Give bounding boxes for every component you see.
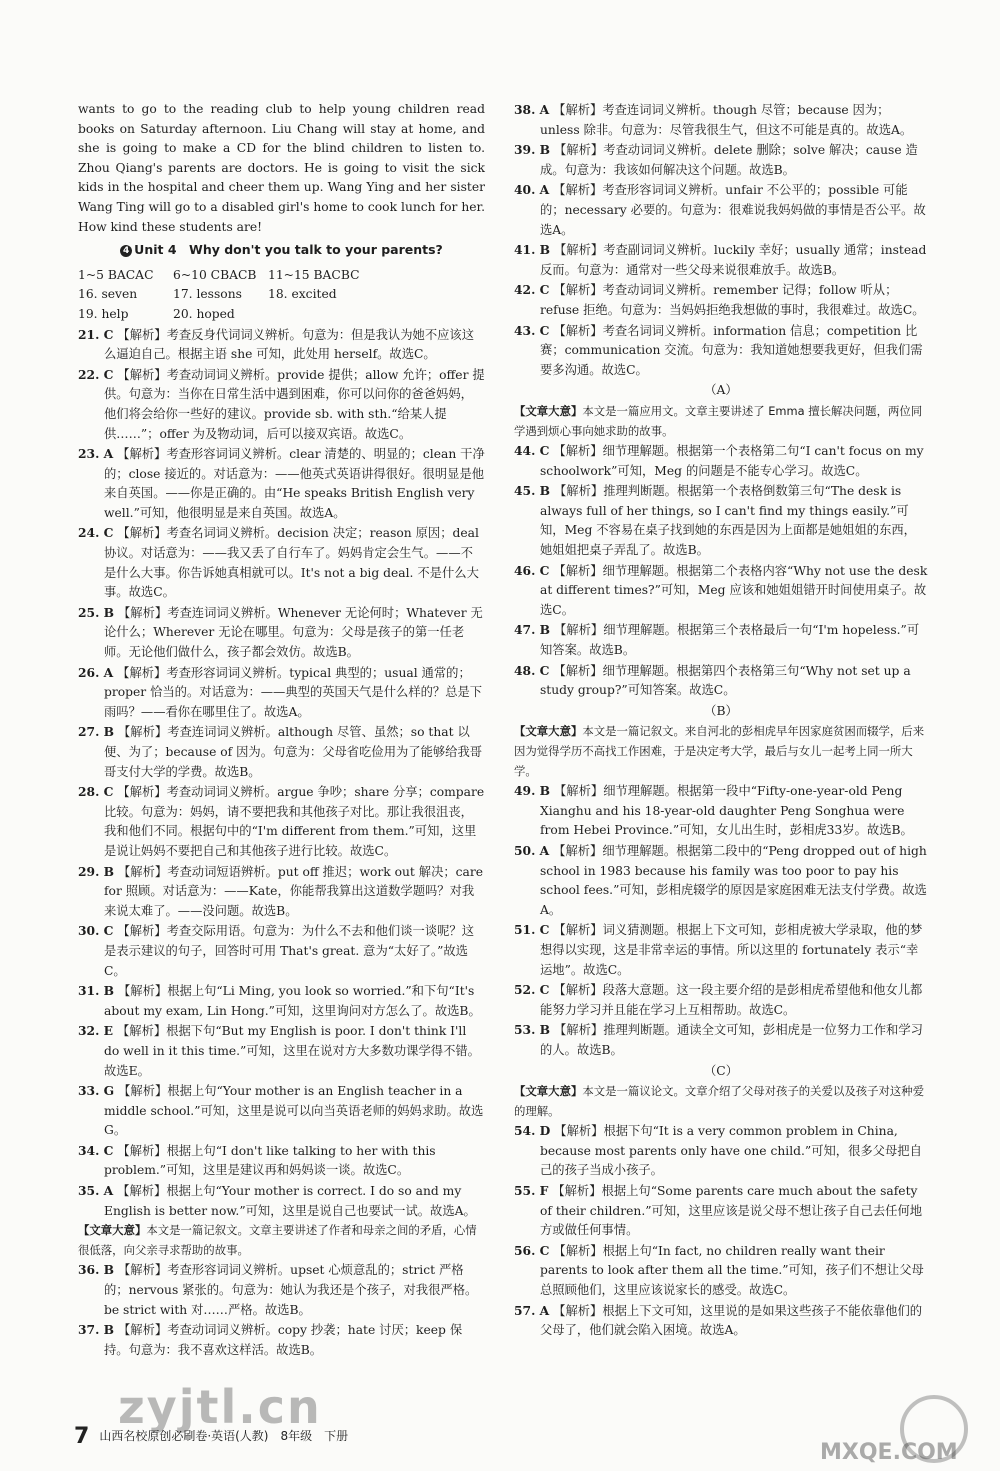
answer-explanation — [514, 781, 928, 841]
unit-badge: 4 — [120, 245, 132, 257]
summary-label: 【文章大意】 — [78, 1223, 147, 1238]
answer-explanation — [78, 1081, 485, 1141]
explanation-text: 【解析】考查形容词词义辨析。clear 清楚的、明显的；clean 干净的；close 接近的。对话意为：——他英式英语讲得很好。很明显是他来自英国。——你是正确的。由“He speaks British English very well.”可知，他很明显是来自英国。故选A。 — [104, 447, 485, 520]
answer-explanation — [514, 100, 928, 140]
explanation-text: 【解析】根据上句“Li Ming, you look so worried.”和下句“It's about my exam, Lin Hong.”可知，这里询问对方怎么了。故选B。 — [104, 984, 481, 1018]
question-number: 42. C — [514, 282, 550, 298]
question-number: 57. A — [514, 1302, 550, 1318]
explanation-text: 【解析】根据上句“In fact, no children really want their parents to look after them all the time.”可知，孩子们不想让父母总照顾他们，这里应该说家长的感受。故选C。 — [540, 1243, 924, 1298]
question-number: 31. B — [78, 983, 115, 999]
answer-explanation — [78, 663, 485, 723]
summary-text: 本文是一篇议论文。文章介绍了父母对孩子的关爱以及孩子对这种爱的理解。 — [514, 1084, 925, 1118]
explanation-text: 【解析】根据上句“Some parents care much about the safety of their children.”可知，这里应该是说父母不想让孩子自己去任何地方或做任何事情。 — [540, 1184, 923, 1238]
answer-explanation — [78, 1021, 485, 1081]
explanation-text: 【解析】考查动词词义辨析。provide 提供；allow 允许；offer 提供。句意为：当你在日常生活中遇到困难，你可以问你的爸爸妈妈，他们将会给你一些好的建议。provide sb. with sth.“给某人提供……”；offer 为及物动词，后可以接双宾语。故选C。 — [104, 367, 485, 441]
answer-key: 6~10 CBACB — [173, 267, 257, 282]
explanation-text: 【解析】推理判断题。根据第一个表格倒数第三句“The desk is always full of her things, so I can't find my things easily.”可知，Meg 不容易在桌子找到她的东西是因为上面都是她姐姐的东西，她姐姐把桌子弄乱了。故选B。 — [540, 484, 916, 558]
question-number: 21. C — [78, 326, 114, 342]
question-number: 26. A — [78, 664, 114, 680]
answer-explanation — [514, 441, 928, 481]
question-number: 33. G — [78, 1083, 115, 1099]
left-column — [78, 100, 485, 1360]
explanation-text: 【解析】考查形容词词义辨析。upset 心烦意乱的；strict 严格的；nervous 紧张的。句意为：她认为我还是个孩子，对我很严格。be strict with 对……严格。故选B。 — [104, 1263, 478, 1317]
question-number: 53. B — [514, 1022, 551, 1038]
answer-explanation — [78, 921, 485, 981]
question-number: 40. A — [514, 182, 550, 198]
page-footer — [74, 1424, 348, 1449]
left-explanations-2 — [78, 1260, 485, 1360]
answer-explanation — [514, 1181, 928, 1241]
answer-key: 20. hoped — [173, 306, 235, 321]
summary-label: 【文章大意】 — [514, 1084, 583, 1099]
explanation-text: 【解析】考查名词词义辨析。decision 决定；reason 原因；deal 协议。对话意为：——我又丢了自行车了。妈妈肯定会生气。——不是什么大事。你告诉她真相就可以。It's not a big deal. 不是什么大事。故选C。 — [104, 526, 479, 600]
explanation-text: 【解析】根据下句“It is a very common problem in China, because most parents only have one child.”可知，很多父母把自己的孩子当成小孩子。 — [540, 1124, 922, 1178]
question-number: 32. E — [78, 1023, 114, 1039]
answer-explanation — [514, 1020, 928, 1060]
answer-explanation — [78, 862, 485, 922]
explanation-text: 【解析】根据上下文可知，这里说的是如果这些孩子不能依靠他们的父母了，他们就会陷入困境。故选A。 — [540, 1303, 923, 1338]
explanation-text: 【解析】考查动词短语辨析。put off 推迟；work out 解决；care for 照顾。对话意为：——Kate，你能帮我算出这道数学题吗？对我来说太难了。——没问题。故选B。 — [104, 864, 484, 918]
explanation-text: 【解析】细节理解题。根据第四个表格第三句“Why not set up a study group?”可知答案。故选C。 — [540, 663, 911, 698]
question-number: 54. D — [514, 1123, 551, 1139]
right-column — [514, 100, 928, 1341]
answer-explanation — [78, 1260, 485, 1320]
answer-key-grid — [78, 266, 485, 325]
answer-explanation — [514, 1241, 928, 1301]
explanation-text: 【解析】考查动词词义辨析。remember 记得；follow 听从；refuse 拒绝。句意为：当妈妈拒绝我想做的事时，我很难过。故选C。 — [540, 283, 925, 317]
question-number: 49. B — [514, 783, 551, 799]
explanation-text: 【解析】段落大意题。这一段主要介绍的是彭相虎希望他和他女儿都能努力学习并且能在学习上互相帮助。故选C。 — [540, 983, 923, 1017]
question-number: 41. B — [514, 242, 551, 258]
answer-key: 1~5 BACAC — [78, 267, 154, 282]
question-number: 36. B — [78, 1262, 115, 1278]
summary-label: 【文章大意】 — [514, 403, 583, 418]
answer-explanation — [78, 981, 485, 1021]
summary-text: 本文是一篇应用文。文章主要讲述了 Emma 擅长解决问题，两位同学遇到烦心事向她求助的故事。 — [514, 403, 923, 438]
explanation-text: 【解析】考查副词词义辨析。luckily 幸好；usually 通常；instead 反而。句意为：通常对一些父母来说很难放手。故选B。 — [540, 243, 927, 277]
watermark-left: zyjtl.cn — [118, 1380, 322, 1434]
question-number: 35. A — [78, 1183, 114, 1199]
explanation-text: 【解析】细节理解题。根据第二个表格内容“Why not use the desk at different times?”可知，Meg 应该和她姐姐错开时间使用桌子。故选C。 — [540, 563, 928, 617]
question-number: 22. C — [78, 366, 114, 382]
question-number: 56. C — [514, 1242, 550, 1258]
answer-explanation — [78, 782, 485, 861]
answer-explanation — [78, 523, 485, 602]
answer-key: 18. excited — [268, 287, 337, 302]
section-c-label: （C） — [703, 1063, 738, 1078]
question-number: 39. B — [514, 142, 551, 158]
answer-explanation — [514, 980, 928, 1020]
question-number: 27. B — [78, 724, 115, 740]
answer-key: 16. seven — [78, 287, 138, 302]
explanation-text: 【解析】考查动词词义辨析。argue 争吵；share 分享；compare 比较。句意为：妈妈，请不要把我和其他孩子对比。那让我很沮丧，我和他们不同。根据句中的“I'm different from them.”可知，这里是说让妈妈不要把自己和其他孩子进行比较。故选C。 — [104, 785, 485, 858]
intro-paragraph: wants to go to the reading club to help young children read books on Saturday afternoon. Liu Chang will stay at home, and she is going to make a CD for the blind children to listen to. Zhou Qiang's parents are doctors. He is going to visit the sick kids in the hospital and cheer them up. Wang Ying and her sister Wang Ting will go to a disabled girl's home to cook lunch for her. How kind these students are! — [78, 102, 485, 234]
explanation-text: 【解析】细节理解题。根据第一段中“Fifty-one-year-old Peng Xianghu and his 18-year-old daughter Peng Songhua were from Hebei Province.”可知，女儿出生时，彭相虎33岁。故选B。 — [540, 784, 913, 838]
answer-explanation — [78, 603, 485, 663]
page-number: 7 — [74, 1424, 90, 1449]
answer-explanation — [514, 140, 928, 180]
answer-explanation — [78, 722, 485, 782]
section-b-label: （B） — [704, 703, 738, 718]
answer-explanation — [514, 841, 928, 920]
question-number: 23. A — [78, 446, 114, 462]
answer-explanation — [514, 661, 928, 701]
explanation-text: 【解析】考查连词词义辨析。though 尽管；because 因为；unless 除非。句意为：尽管我很生气，但这不可能是真的。故选A。 — [540, 103, 913, 137]
question-number: 43. C — [514, 322, 550, 338]
question-number: 51. C — [514, 922, 550, 938]
answer-explanation — [514, 180, 928, 240]
question-number: 28. C — [78, 784, 114, 800]
question-number: 30. C — [78, 923, 114, 939]
explanation-text: 【解析】细节理解题。根据第二段中的“Peng dropped out of high school in 1983 because his family was too poor to pay his school fees.”可知，彭相虎辍学的原因是家庭困难无法支付学费。故选A。 — [540, 843, 927, 917]
answer-explanation — [514, 481, 928, 560]
question-number: 47. B — [514, 622, 551, 638]
answer-key: 17. lessons — [173, 287, 242, 302]
explanation-text: 【解析】根据上句“I don't like talking to her with this problem.”可知，这里是建议再和妈妈谈一谈。故选C。 — [104, 1143, 436, 1178]
right-explanations — [514, 100, 928, 380]
explanation-text: 【解析】考查动词词义辨析。delete 删除；solve 解决；cause 造成。句意为：我该如何解决这个问题。故选B。 — [540, 143, 918, 177]
explanation-text: 【解析】根据上句“Your mother is an English teacher in a middle school.”可知，这里是说可以向当英语老师的妈妈求助。故选G。 — [104, 1084, 484, 1138]
section-a-label: （A） — [704, 383, 738, 398]
answer-explanation — [78, 1141, 485, 1181]
answer-explanation — [78, 444, 485, 523]
question-number: 37. B — [78, 1322, 115, 1338]
explanation-text: 【解析】考查连词词义辨析。Whenever 无论何时；Whatever 无论什么；Wherever 无论在哪里。句意为：父母是孩子的第一任老师。无论他们做什么，孩子都会效仿。故选B。 — [104, 605, 483, 660]
answer-key: 11~15 BACBC — [268, 267, 360, 282]
answer-explanation — [514, 561, 928, 621]
answer-explanation — [514, 1301, 928, 1341]
question-number: 29. B — [78, 863, 115, 879]
answer-explanation — [78, 1181, 485, 1221]
question-number: 38. A — [514, 102, 550, 117]
explanation-text: 【解析】细节理解题。根据第一个表格第二句“I can't focus on my schoolwork”可知，Meg 的问题是不能专心学习。故选C。 — [540, 444, 924, 478]
explanation-text: 【解析】细节理解题。根据第三个表格最后一句“I'm hopeless.”可知答案。故选B。 — [540, 623, 920, 658]
article-summary-a — [514, 402, 928, 441]
section-c-explanations — [514, 1121, 928, 1341]
article-summary — [78, 1221, 485, 1260]
explanation-text: 【解析】考查名词词义辨析。information 信息；competition 比赛；communication 交流。句意为：我知道她想要我更好，但我们需要多沟通。故选C。 — [540, 323, 923, 377]
question-number: 44. C — [514, 443, 550, 459]
explanation-text: 【解析】根据下句“But my English is poor. I don't think I'll do well in it this time.”可知，这里在说对方大多数功课学得不错。故选E。 — [104, 1024, 480, 1078]
question-number: 46. C — [514, 562, 550, 578]
answer-explanation — [78, 365, 485, 444]
question-number: 50. A — [514, 842, 550, 858]
answer-explanation — [514, 280, 928, 320]
question-number: 25. B — [78, 604, 115, 620]
section-b-explanations — [514, 781, 928, 1060]
question-number: 34. C — [78, 1142, 114, 1158]
answer-explanation — [78, 1320, 485, 1360]
explanation-text: 【解析】推理判断题。通读全文可知，彭相虎是一位努力工作和学习的人。故选B。 — [540, 1023, 923, 1057]
article-summary-c — [514, 1082, 928, 1121]
article-summary-b — [514, 722, 928, 781]
footer-text: 山西名校原创必刷卷·英语(人教) 8年级 下册 — [99, 1429, 349, 1443]
answer-explanation — [78, 325, 485, 365]
answer-explanation — [514, 321, 928, 381]
question-number: 24. C — [78, 525, 114, 541]
explanation-text: 【解析】考查动词词义辨析。copy 抄袭；hate 讨厌；keep 保持。句意为：我不喜欢这样活。故选B。 — [104, 1323, 463, 1357]
question-number: 52. C — [514, 982, 550, 998]
question-number: 45. B — [514, 483, 551, 499]
left-explanations — [78, 325, 485, 1222]
explanation-text: 【解析】考查交际用语。句意为：为什么不去和他们谈一谈呢？这是表示建议的句子，回答时可用 That's great. 意为“太好了。”故选C。 — [104, 924, 475, 978]
question-number: 48. C — [514, 662, 550, 678]
summary-label: 【文章大意】 — [514, 724, 583, 739]
answer-explanation — [514, 1121, 928, 1181]
unit-title: Unit 4 Why don't you talk to your parents? — [134, 242, 443, 258]
answer-explanation — [514, 240, 928, 280]
answer-explanation — [514, 920, 928, 980]
explanation-text: 【解析】词义猜测题。根据上下文可知，彭相虎被大学录取，他的梦想得以实现，这是非常幸运的事情。所以这里的 fortunately 表示“幸运地”。故选C。 — [540, 923, 923, 977]
explanation-text: 【解析】考查反身代词词义辨析。句意为：但是我认为她不应该这么逼迫自己。根据主语 she 可知，此处用 herself。故选C。 — [104, 327, 475, 362]
explanation-text: 【解析】考查形容词词义辨析。unfair 不公平的；possible 可能的；necessary 必要的。句意为：很难说我妈妈做的事情是否公平。故选A。 — [540, 183, 926, 237]
summary-text: 本文是一篇记叙文。文章主要讲述了作者和母亲之间的矛盾，心情很低落，向父亲寻求帮助的故事。 — [78, 1223, 477, 1257]
section-a-explanations — [514, 441, 928, 701]
answer-key: 19. help — [78, 306, 129, 321]
explanation-text: 【解析】考查连词词义辨析。although 尽管、虽然；so that 以便、为了；because of 因为。句意为：父母省吃俭用为了能够给我哥哥支付大学的学费。故选B。 — [104, 725, 483, 779]
explanation-text: 【解析】考查形容词词义辨析。typical 典型的；usual 通常的；proper 恰当的。对话意为：——典型的英国天气是什么样的？总是下雨吗？——看你在哪里住了。故选A。 — [104, 665, 483, 719]
summary-text: 本文是一篇记叙文。来自河北的彭相虎早年因家庭贫困而辍学，后来因为觉得学历不高找工作困难，于是决定考大学，最后与女儿一起考上同一所大学。 — [514, 724, 925, 778]
watermark-right: MXQE.COM — [820, 1440, 958, 1465]
unit-heading — [78, 240, 485, 260]
question-number: 55. F — [514, 1183, 549, 1199]
answer-explanation — [514, 620, 928, 660]
explanation-text: 【解析】根据上句“Your mother is correct. I do so and my English is better now.”可知，这里是说自己也要试一试。故选A。 — [104, 1184, 476, 1218]
